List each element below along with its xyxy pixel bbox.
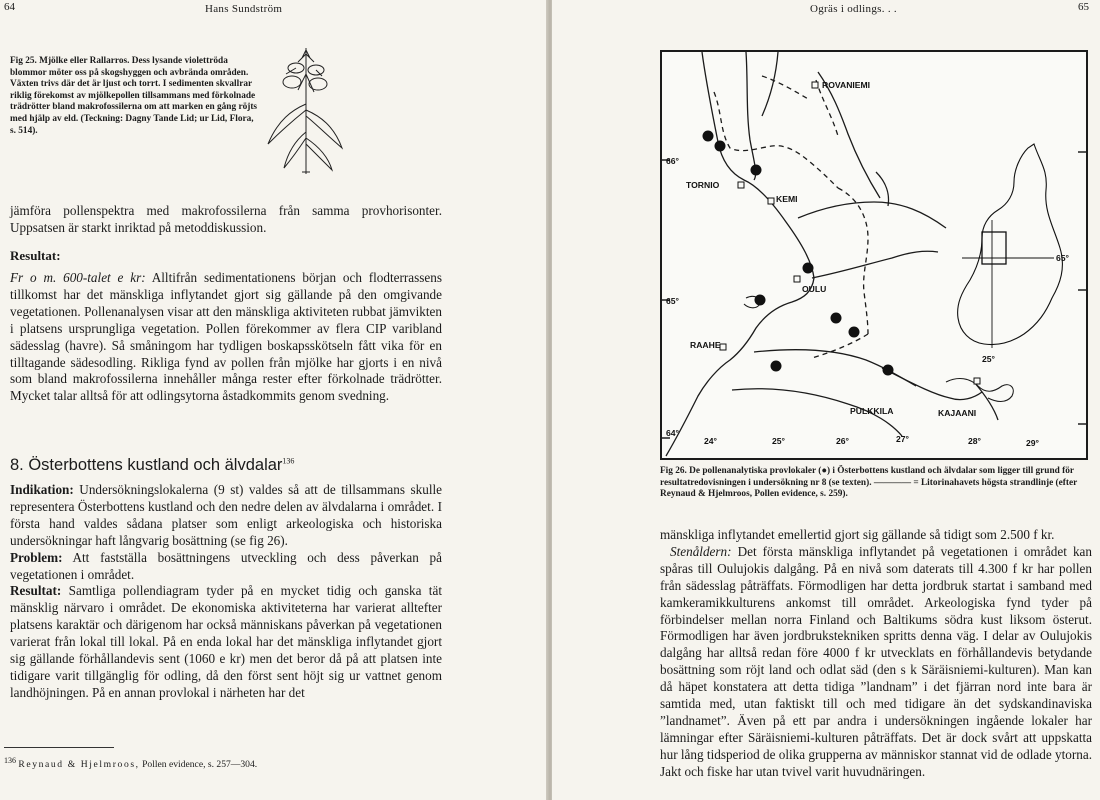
label-oulu: OULU xyxy=(802,284,827,294)
sample-site xyxy=(715,141,726,152)
sample-sites xyxy=(703,131,894,376)
label-kemi: KEMI xyxy=(776,194,798,204)
city-marker xyxy=(794,276,800,282)
inset-lon-label: 25° xyxy=(982,354,995,364)
city-marker xyxy=(974,378,980,384)
label-kajaani: KAJAANI xyxy=(938,408,977,418)
section-footnote-ref: 136 xyxy=(282,456,295,466)
lon26-label: 26° xyxy=(836,436,849,446)
label-raahe: RAAHE xyxy=(690,340,721,350)
sample-site xyxy=(849,327,860,338)
indikation-label: Indikation: xyxy=(10,482,74,497)
section-body: Indikation: Undersökningslokalerna (9 st) valdes så att de tillsammans skulle representera Österbottens kustland och den nedre delen av älvdalarna i området. I första hand valdes sådana platser som enligt arkeologiska och historiska undersökningar haft långvarig bosättning (se fig 26). Problem: Att fastställa bosättningens utveckling och dess påverkan på vegetationen i området. Resultat: Samtliga pollendiagram tyder på en mycket tidig och ganska tät mänsklig närvaro i området. De ekonomiska aktiviteterna har varierat alltefter platsens karaktär och därigenom har också människans påverkan på vegetationen varierat från lokal till lokal. På en enda lokal har det mänskliga inflytandet gjort sig gällande förhållandevis sent (1060 e kr) men det beror då på att platsen inte tidigare varit tillgänglig för odling, då den först sent höjt sig ur vattnet genom landhöjningen. På en annan provlokal i närheten har det xyxy=(10,482,442,700)
right-body: mänskliga inflytandet emellertid gjort sig gällande så tidigt som 2.500 f kr. Stenåldern: Det första mänskliga inflytandet på vegetationen i området kan spåras till Oulujokis dalgång. På en nivå som daterats till 4.300 f kr har pollen från sädesslag påträffats. Förmodligen har detta jordbruk startat i samband med kamkeramikkulturens ankomst till området. Arkeologiska fynd tyder på förbindelser mellan norra Finland och Baltikums södra kust liksom österut. Förmodligen har även jordbrukstekniken spritts denna väg. I delar av Oulujokis dalgång har alltså redan före 4000 f kr utvecklats en förhållandevis betydande bosättning som röjt land och odlat säd (den s k Säräisniemi-kulturen). Man kan då häpet konstatera att detta tidiga ”landnam” i det fjärran nord inte bara är samtida med, utan faktiskt till och med tidigare än det sydskandinaviska ”landnamet”. Även på ett par andra i undersökningen ingående lokaler har lämningar efter Säräisniemi-kulturen påträffats. Det är dock svårt att uppskatta hur lång tidsperiod de olika grupperna av människor stannat vid de odlade ytorna. Jakt och fiske har utan tvivel varit huvudnäringen. xyxy=(660,527,1092,779)
resultat2-label: Resultat: xyxy=(10,583,62,599)
map-svg xyxy=(662,52,1086,458)
sample-site xyxy=(831,313,842,324)
lat66-left-label: 66° xyxy=(666,156,679,166)
lat64-left-label: 64° xyxy=(666,428,679,438)
map-figure-26 xyxy=(660,50,1088,460)
fig25-caption: Fig 25. Mjölke eller Rallarros. Dess lysande violettröda blommor möter oss på skogshyggen och avbrända områden. Växten trivs där det är ljust och torrt. I sedimenten skvallrar riklig förekomst av mjölkepollen tillsammans med förkolnade trädrötter bland makrofossilerna om att marken en gång röjts med hjälp av eld. (Teckning: Dagny Tande Lid; ur Lid, Flora, s. 514). xyxy=(10,56,258,136)
problem-label: Problem: xyxy=(10,549,63,565)
label-rovaniemi: ROVANIEMI xyxy=(822,80,871,90)
city-marker xyxy=(738,182,744,188)
lon27-label: 27° xyxy=(896,434,909,444)
inset-lat-label: 65° xyxy=(1056,253,1069,263)
city-marker xyxy=(812,82,818,88)
city-marker xyxy=(768,198,774,204)
resultat-heading: Resultat: xyxy=(10,248,61,263)
sample-site xyxy=(803,263,814,274)
right-page xyxy=(552,0,1100,800)
sample-site xyxy=(755,295,766,306)
finland-inset xyxy=(958,144,1070,364)
resultat-lead: Fr o m. 600-talet e kr: xyxy=(10,270,146,285)
lon29-label: 29° xyxy=(1026,438,1039,448)
sample-site xyxy=(751,165,762,176)
lon25-label: 25° xyxy=(772,436,785,446)
running-head-right: Ogräs i odlings. . . xyxy=(810,3,897,15)
stenaldern-lead: Stenåldern: xyxy=(670,543,732,559)
intro-paragraph: jämföra pollenspektra med makrofossilerna från samma provhorisonter. Uppsatsen är starkt inriktad på metoddiskussion. xyxy=(10,203,442,235)
lon28-label: 28° xyxy=(968,436,981,446)
label-tornio: TORNIO xyxy=(686,180,720,190)
sample-site xyxy=(703,131,714,142)
fig26-caption: Fig 26. De pollenanalytiska provlokaler (●) i Österbottens kustland och älvdalar som ligger till grund för resultatredovisningen i undersökning nr 8 (se texten). ———— = Litorinahavets högsta strandlinje (efter Reynaud & Hjelmroos, Pollen evidence, s. 259). xyxy=(660,466,1078,500)
lon24-label: 24° xyxy=(704,436,717,446)
fireweed-drawing xyxy=(262,44,352,176)
right-first-line: mänskliga inflytandet emellertid gjort sig gällande så tidigt som 2.500 f kr. xyxy=(660,527,1055,542)
city-marker xyxy=(720,344,726,350)
section-heading: 8. Österbottens kustland och älvdalar$^{136}$ xyxy=(10,456,295,474)
footnote-rule xyxy=(4,747,114,748)
sample-site xyxy=(883,365,894,376)
page-number-right: 65 xyxy=(1078,1,1089,13)
running-head-left: Hans Sundström xyxy=(205,3,283,15)
resultat-paragraph: Fr o m. 600-talet e kr: Alltifrån sedimentationens början och flodterrassens tillkomst har det mänskliga inflytandet gjort sig gällande på den omgivande vegetationen. Pollenanalysen visar att den mänskliga aktiviteten rubbat jämvikten i platsens ursprungliga vegetation. Pollen förekommer av flera CIP varibland sädesslag (havre). Så småningom har tydligen boskapsskötseln fått vika för en tilltagande sädesodling. Rikliga fynd av pollen från mjölke har gjorts i en nivå som bland makrofossilerna innehåller många rester efter förkolnade trädrötter. Mycket talar alltså för att odlingsytorna åstadkommits genom svedning. xyxy=(10,270,442,404)
sample-site xyxy=(771,361,782,372)
footnote: $^{136}$ Reynaud & Hjelmroos, Pollen evidence, s. 257—304. xyxy=(4,756,258,771)
left-page xyxy=(0,0,548,800)
label-pulkkila: PULKKILA xyxy=(850,406,894,416)
lat65-left-label: 65° xyxy=(666,296,679,306)
page-number-left: 64 xyxy=(4,1,15,13)
